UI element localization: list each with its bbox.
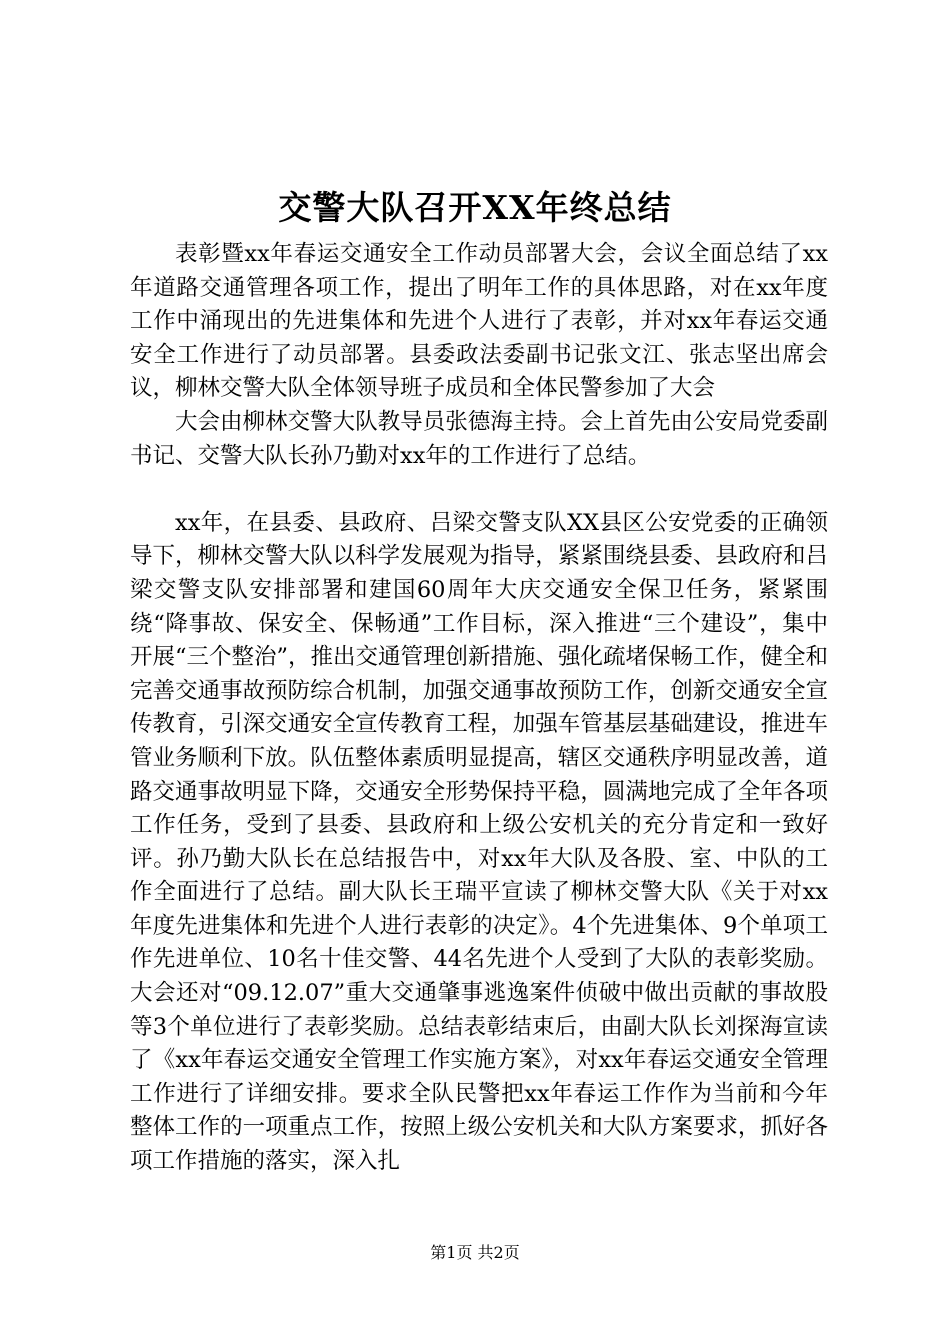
paragraph-commendation-meeting: 表彰暨xx年春运交通安全工作动员部署大会，会议全面总结了xx年道路交通管理各项工作，提出了明年工作的具体思路，对在xx年度工作中涌现出的先进集体和先进个人进行了表彰，并对xx年春运交通安全工作进行了动员部署。县委政法委副书记张文江、张志坚出席会议，柳林交警大队全体领导班子成员和全体民警参加了大会	[130, 241, 828, 402]
paragraph-annual-summary: xx年，在县委、县政府、吕梁交警支队XX县区公安党委的正确领导下，柳林交警大队以科学发展观为指导，紧紧围绕县委、县政府和吕梁交警支队安排部署和建国60周年大庆交通安全保卫任务，紧紧围绕“降事故、保安全、保畅通”工作目标，深入推进“三个建设”，集中开展“三个整治”，推出交通管理创新措施、强化疏堵保畅工作，健全和完善交通事故预防综合机制，加强交通事故预防工作，创新交通安全宣传教育，引深交通安全宣传教育工程，加强车管基层基础建设，推进车管业务顺利下放。队伍整体素质明显提高，辖区交通秩序明显改善，道路交通事故明显下降，交通安全形势保持平稳，圆满地完成了全年各项工作任务，受到了县委、县政府和上级公安机关的充分肯定和一致好评。孙乃勤大队长在总结报告中，对xx年大队及各股、室、中队的工作全面进行了总结。副大队长王瑞平宣读了柳林交警大队《关于对xx年度先进集体和先进个人进行表彰的决定》。4个先进集体、9个单项工作先进单位、10名十佳交警、44名先进个人受到了大队的表彰奖励。大会还对“09.12.07”重大交通肇事逃逸案件侦破中做出贡献的事故股等3个单位进行了表彰奖励。总结表彰结束后，由副大队长刘探海宣读了《xx年春运交通安全管理工作实施方案》，对xx年春运交通安全管理工作进行了详细安排。要求全队民警把xx年春运工作作为当前和今年整体工作的一项重点工作，按照上级公安机关和大队方案要求，抓好各项工作措施的落实，深入扎	[130, 509, 829, 1175]
paragraph-spacer	[130, 473, 828, 507]
paragraph-meeting-host: 大会由柳林交警大队教导员张德海主持。会上首先由公安局党委副书记、交警大队长孙乃勤对xx年的工作进行了总结。	[130, 408, 828, 469]
page-footer: 第1页 共2页	[430, 1243, 520, 1262]
document-body	[130, 238, 828, 1179]
document-title: 交警大队召开XX年终总结	[278, 188, 672, 227]
